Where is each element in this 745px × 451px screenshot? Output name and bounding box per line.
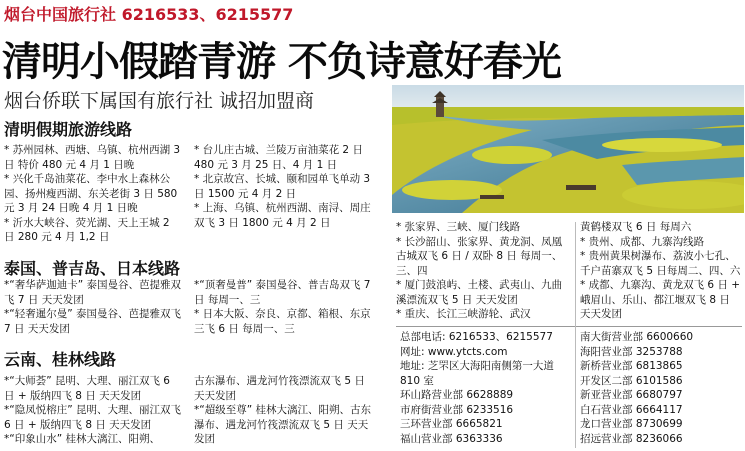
- list-item: *“顶奢曼普” 泰国曼谷、普吉岛双飞 7 日 每周一、三: [194, 279, 371, 306]
- agency-phone-line: 烟台中国旅行社 6216533、6215577: [4, 5, 294, 24]
- list-item: 古东瀑布、遇龙河竹筏漂流双飞 5 日 天天发团: [194, 375, 365, 402]
- list-item: * 张家界、三峡、厦门线路: [396, 221, 521, 233]
- qingming-col2: [194, 143, 376, 230]
- list-item: * 长沙韶山、张家界、黄龙洞、凤凰古城双飞 6 日 / 双卧 8 日 每周一、三、四: [396, 235, 563, 277]
- contact-line: 市府街营业部 6233516: [400, 403, 514, 416]
- domestic-col4: [580, 220, 742, 322]
- contact-line: 新亚营业部 6680797: [580, 389, 683, 401]
- list-item: * 北京故宫、长城、颐和园单飞单动 3 日 1500 元 4 月 2 日: [194, 173, 371, 200]
- contact-line: 招远营业部 8236066: [580, 432, 683, 445]
- yunnan-col2: [194, 374, 376, 447]
- list-item: * 重庆、长江三峡游轮、武汉: [396, 308, 531, 320]
- qingming-col1: [4, 143, 182, 245]
- list-item: * 贵州、成都、九寨沟线路: [580, 235, 705, 248]
- contact-line: 地址: 芝罘区大海阳南侧第一大道 810 室: [400, 360, 554, 387]
- contact-line: 白石营业部 6664117: [580, 403, 683, 416]
- list-item: *“轻奢暹尔曼” 泰国曼谷、芭提雅双飞 7 日 天天发团: [4, 308, 181, 335]
- list-item: * 日本大阪、奈良、京都、箱根、东京三飞 6 日 每周一、三: [194, 308, 371, 335]
- contact-line: 福山营业部 6363336: [400, 432, 503, 445]
- yunnan-col1: [4, 374, 182, 447]
- contact-line: 网址: www.ytcts.com: [400, 345, 508, 358]
- list-item: * 成都、九寨沟、黄龙双飞 6 日 + 峨眉山、乐山、都江堰双飞 8 日 天天发团: [580, 279, 741, 320]
- contact-line: 环山路营业部 6628889: [400, 389, 514, 401]
- list-item: *“大师荟” 昆明、大理、丽江双飞 6 日 + 版纳四飞 8 日 天天发团: [4, 375, 170, 402]
- list-item: * 台儿庄古城、兰陵万亩油菜花 2 日 480 元 3 月 25 日、4 月 1 日: [194, 144, 363, 171]
- thailand-col1: [4, 278, 182, 336]
- list-item: * 苏州园林、西塘、乌镇、杭州西湖 3 日 特价 480 元 4 月 1 日晚: [4, 144, 181, 171]
- contact-line: 总部电话: 6216533、6215577: [400, 331, 553, 343]
- list-item: *“奢华萨迦迪卡” 泰国曼谷、芭提雅双飞 7 日 天天发团: [4, 279, 181, 306]
- contact-line: 龙口营业部 8730699: [580, 418, 683, 430]
- divider: [396, 326, 742, 327]
- list-item: * 厦门鼓浪屿、土楼、武夷山、九曲溪漂流双飞 5 日 天天发团: [396, 279, 563, 306]
- section-title-yunnan: 云南、桂林线路: [4, 350, 117, 369]
- domestic-col3: [396, 220, 572, 322]
- thailand-col2: [194, 278, 376, 336]
- list-item: * 贵州黄果树瀑布、荔波小七孔、千户苗寨双飞 5 日每周二、四、六: [580, 250, 741, 277]
- list-item: * 兴化千岛油菜花、李中水上森林公园、扬州瘦西湖、东关老街 3 日 580 元 3 月 24 日晚 4 月 1 日晚: [4, 173, 178, 214]
- subheadline: 烟台侨联下属国有旅行社 诚招加盟商: [4, 90, 315, 112]
- contacts-left: [400, 330, 570, 446]
- section-title-qingming: 清明假期旅游线路: [4, 120, 133, 139]
- section-title-thailand: 泰国、普吉岛、日本线路: [4, 259, 181, 278]
- list-item: *“超级至尊” 桂林大漓江、阳朔、古东瀑布、遇龙河竹筏漂流双飞 5 日 天天发团: [194, 404, 371, 445]
- list-item: * 上海、乌镇、杭州西湖、南浔、周庄双飞 3 日 1800 元 4 月 2 日: [194, 202, 371, 229]
- contact-line: 海阳营业部 3253788: [580, 345, 683, 358]
- list-item: 黄鹤楼双飞 6 日 每周六: [580, 221, 692, 233]
- contact-line: 开发区二部 6101586: [580, 374, 683, 387]
- contacts-right: [580, 330, 742, 446]
- list-item: *“隐凤悦榕庄” 昆明、大理、丽江双飞 6 日 + 版纳四飞 8 日 天天发团: [4, 404, 181, 431]
- rapeseed-field-photo: [392, 85, 744, 213]
- contact-line: 三环营业部 6665821: [400, 418, 503, 430]
- divider: [575, 222, 576, 448]
- contact-line: 新桥营业部 6813865: [580, 360, 683, 372]
- contact-line: 南大街营业部 6600660: [580, 331, 694, 343]
- headline: 清明小假踏青游 不负诗意好春光: [2, 39, 561, 85]
- list-item: * 沂水大峡谷、荧光湖、天上王城 2 日 280 元 4 月 1,2 日: [4, 216, 170, 243]
- list-item: *“印象山水” 桂林大漓江、阳朔、: [4, 433, 160, 445]
